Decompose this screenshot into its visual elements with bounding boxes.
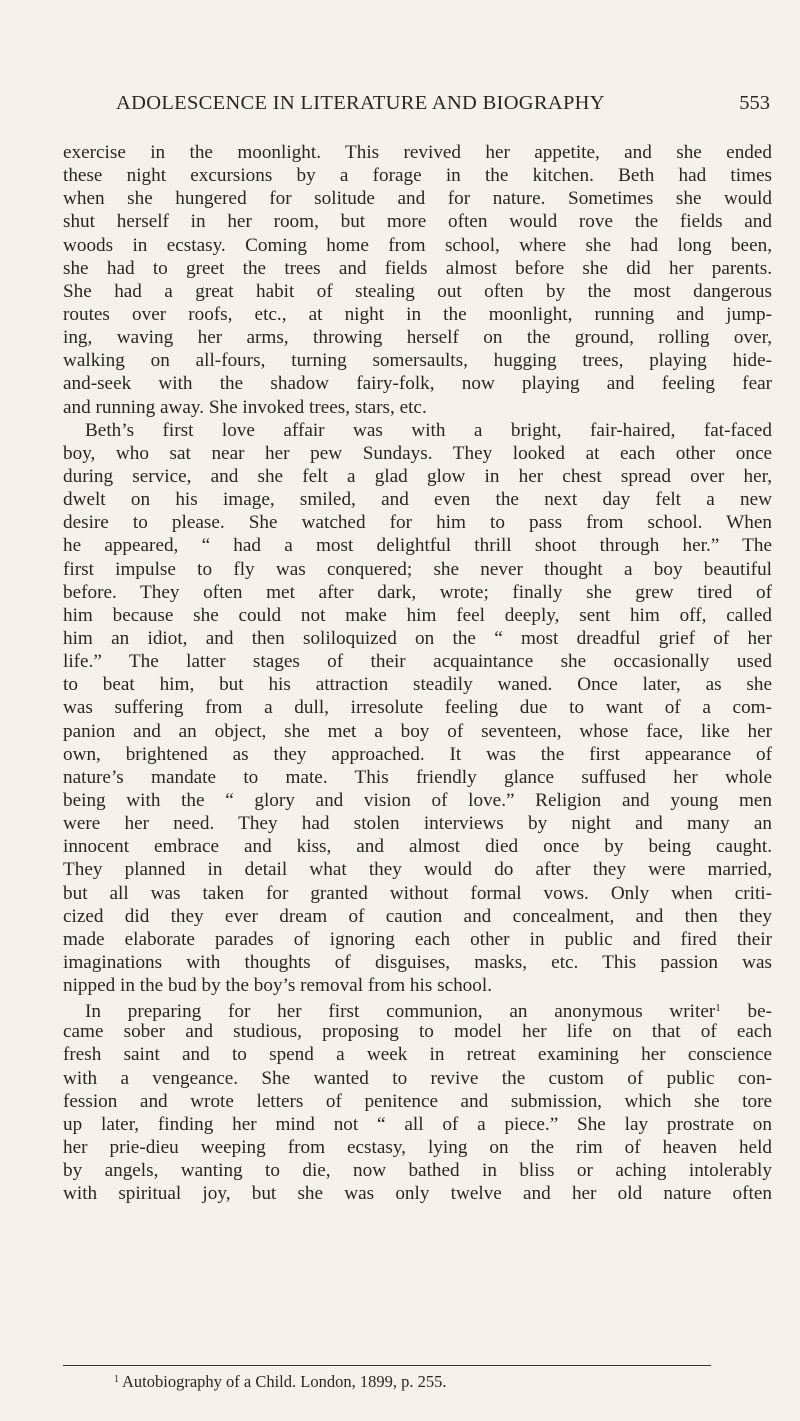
text-line: first impulse to fly was conquered; she never thought a boy beautiful xyxy=(63,558,772,580)
text-line: before. They often met after dark, wrote; finally she grew tired of xyxy=(63,581,772,603)
text-line: these night excursions by a forage in the kitchen. Beth had times xyxy=(63,165,772,187)
text-line: innocent embrace and kiss, and almost died once by being caught. xyxy=(63,836,772,858)
text-line-end: be- xyxy=(720,1001,773,1023)
text-line: fession and wrote letters of penitence and submission, which she tore xyxy=(63,1090,772,1112)
text-line: They planned in detail what they would do after they were married, xyxy=(63,859,772,881)
text-line: and running away. She invoked trees, stars, etc. xyxy=(63,396,427,418)
text-line: routes over roofs, etc., at night in the moonlight, running and jump- xyxy=(63,303,772,325)
text-line: came sober and studious, proposing to model her life on that of each xyxy=(63,1021,772,1043)
text-line: with a vengeance. She wanted to revive the custom of public con- xyxy=(63,1067,772,1089)
text-line: to beat him, but his attraction steadily waned. Once later, as she xyxy=(63,674,772,696)
text-line: imaginations with thoughts of disguises, masks, etc. This passion was xyxy=(63,951,772,973)
footnote xyxy=(114,1372,446,1392)
text-line: up later, finding her mind not “ all of a piece.” She lay prostrate on xyxy=(63,1113,772,1135)
paragraph-first-line: Beth’s first love affair was with a bright, fair-haired, fat-faced xyxy=(85,419,772,441)
text-line: shut herself in her room, but more often would rove the fields and xyxy=(63,211,772,233)
body-text xyxy=(63,141,772,1205)
text-line: him an idiot, and then soliloquized on the “ most dreadful grief of her xyxy=(63,627,772,649)
text-line-start: In preparing for her first communion, an anonymous writer xyxy=(85,1001,716,1023)
text-line: him because she could not make him feel deeply, sent him off, called xyxy=(63,604,772,626)
paragraph-first-line xyxy=(63,997,773,1023)
text-line: life.” The latter stages of their acquaintance she occasionally used xyxy=(63,651,772,673)
text-line: with spiritual joy, but she was only twelve and her old nature often xyxy=(63,1183,772,1205)
text-line: ing, waving her arms, throwing herself on the ground, rolling over, xyxy=(63,327,772,349)
text-line: made elaborate parades of ignoring each other in public and fired their xyxy=(63,928,772,950)
footnote-text: Autobiography of a Child. London, 1899, p. 255. xyxy=(122,1372,447,1391)
text-line: but all was taken for granted without formal vows. Only when criti- xyxy=(63,882,772,904)
text-line: She had a great habit of stealing out often by the most dangerous xyxy=(63,280,772,302)
text-line: desire to please. She watched for him to pass from school. When xyxy=(63,512,772,534)
text-line: during service, and she felt a glad glow in her chest spread over her, xyxy=(63,465,772,487)
text-line: cized did they ever dream of caution and concealment, and then they xyxy=(63,905,772,927)
footnote-divider xyxy=(63,1365,711,1366)
text-line: she had to greet the trees and fields almost before she did her parents. xyxy=(63,257,772,279)
text-line: fresh saint and to spend a week in retreat examining her conscience xyxy=(63,1044,772,1066)
running-head xyxy=(116,92,770,122)
text-line: and-seek with the shadow fairy-folk, now playing and feeling fear xyxy=(63,373,772,395)
text-line: nature’s mandate to mate. This friendly glance suffused her whole xyxy=(63,766,772,788)
text-line: being with the “ glory and vision of love.” Religion and young men xyxy=(63,789,772,811)
text-line: when she hungered for solitude and for nature. Sometimes she would xyxy=(63,188,772,210)
footnote-marker: 1 xyxy=(114,1374,119,1385)
text-line: panion and an object, she met a boy of seventeen, whose face, like her xyxy=(63,720,772,742)
text-line: own, brightened as they approached. It was the first appearance of xyxy=(63,743,772,765)
text-line: woods in ecstasy. Coming home from school, where she had long been, xyxy=(63,234,772,256)
footnote-reference: 1 xyxy=(715,1002,721,1015)
text-line: her prie-dieu weeping from ecstasy, lying on the rim of heaven held xyxy=(63,1137,772,1159)
text-line: were her need. They had stolen interviews by night and many an xyxy=(63,813,772,835)
text-line: nipped in the bud by the boy’s removal from his school. xyxy=(63,975,492,997)
text-line: by angels, wanting to die, now bathed in bliss or aching intolerably xyxy=(63,1160,772,1182)
text-line: was suffering from a dull, irresolute feeling due to want of a com- xyxy=(63,697,772,719)
text-line: boy, who sat near her pew Sundays. They looked at each other once xyxy=(63,442,772,464)
text-line: he appeared, “ had a most delightful thrill shoot through her.” The xyxy=(63,535,772,557)
running-head-title: ADOLESCENCE IN LITERATURE AND BIOGRAPHY xyxy=(116,92,605,114)
text-line: walking on all-fours, turning somersaults, hugging trees, playing hide- xyxy=(63,350,772,372)
text-line: exercise in the moonlight. This revived her appetite, and she ended xyxy=(63,142,772,163)
page-number: 553 xyxy=(739,92,770,114)
text-line: dwelt on his image, smiled, and even the next day felt a new xyxy=(63,489,772,511)
